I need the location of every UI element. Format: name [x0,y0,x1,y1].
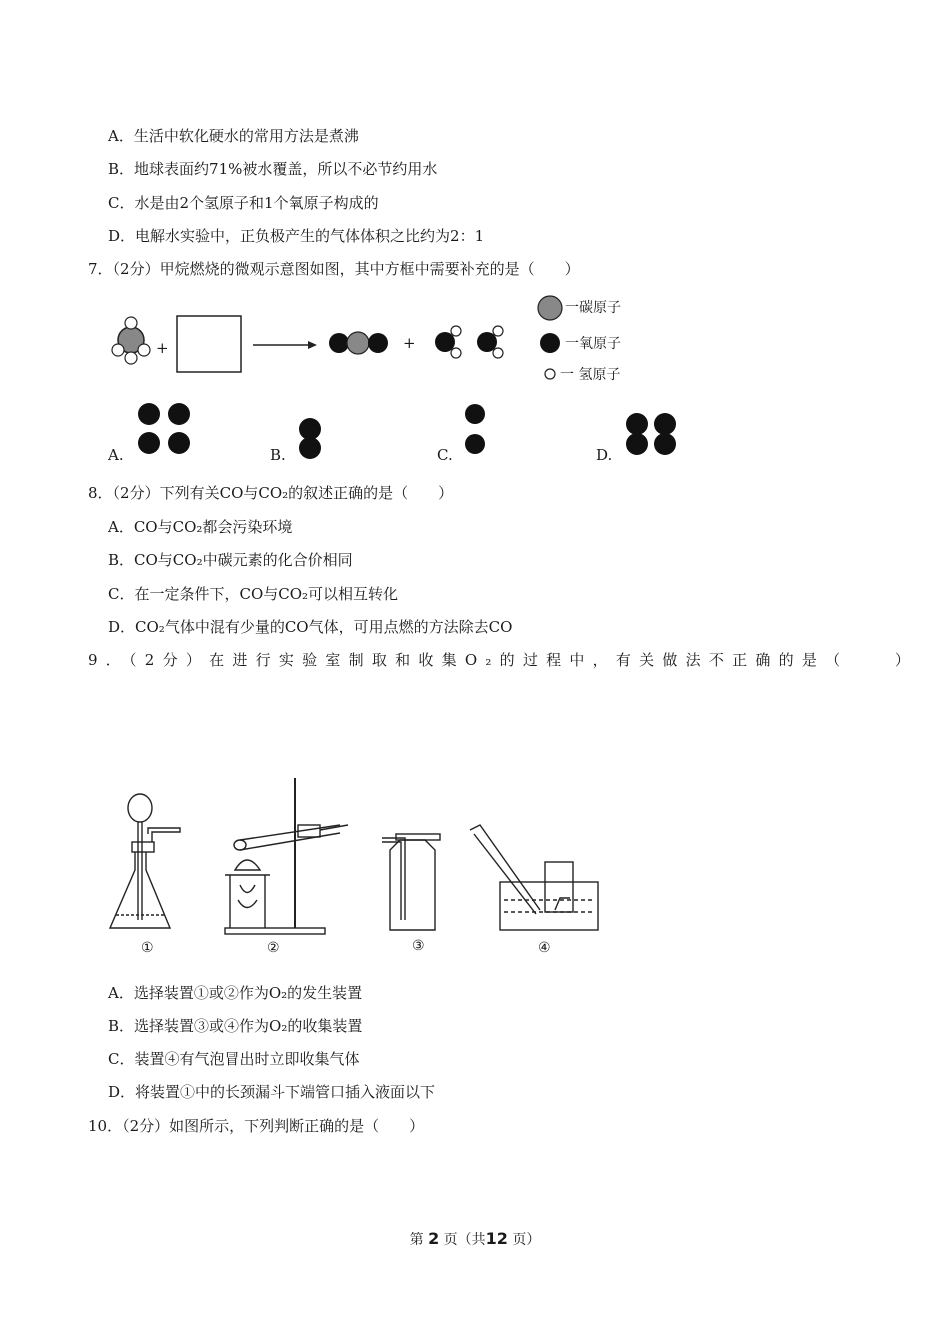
q6-option-a: A．生活中软化硬水的常用方法是煮沸 [108,127,359,145]
q8-option-a: A．CO与CO₂都会污染环境 [108,518,293,536]
q8-option-c: C．在一定条件下，CO与CO₂可以相互转化 [108,585,399,603]
apparatus-label-3: ③ [412,938,425,954]
lab-apparatus-diagram [100,770,620,940]
footer-total-pages: 12 [485,1229,508,1248]
water-molecule-1 [435,326,461,358]
q7-choice-c: C. [437,446,453,464]
q7-stem: 7．（2分）甲烷燃烧的微观示意图如图，其中方框中需要补充的是（ ） [88,260,580,278]
water-molecule-2 [477,326,503,358]
footer-page-number: 2 [428,1229,440,1248]
q9-option-c: C．装置④有气泡冒出时立即收集气体 [108,1050,360,1068]
apparatus-label-4: ④ [538,940,551,956]
apparatus-label-1: ① [141,940,154,956]
choice-d-molecules [626,413,676,455]
footer-suffix: 页） [512,1232,541,1248]
apparatus-4-water-trough [470,825,598,930]
apparatus-2-heating-setup [225,778,348,934]
apparatus-label-2: ② [267,940,280,956]
q9-stem: 9．（2分）在进行实验室制取和收集O₂的过程中，有关做法不正确的是（ ） [88,651,919,669]
q7-choice-a: A. [108,446,124,464]
q7-choice-b: B. [270,446,286,464]
blank-box [177,316,241,372]
methane-molecule [112,317,150,364]
footer-prefix: 第 [409,1232,424,1248]
q8-option-b: B．CO与CO₂中碳元素的化合价相同 [108,551,353,569]
reaction-plus-1: + [156,339,169,357]
legend-carbon: 一碳原子 [565,300,621,316]
footer-middle: 页（共 [443,1232,486,1248]
q8-option-d: D．CO₂气体中混有少量的CO气体，可用点燃的方法除去CO [108,618,513,636]
page-footer [0,1229,950,1249]
legend-oxygen: 一氧原子 [565,336,621,352]
q9-option-b: B．选择装置③或④作为O₂的收集装置 [108,1017,363,1035]
carbon-dioxide-molecule [329,332,388,354]
q7-choice-d: D. [596,446,613,464]
q9-option-d: D．将装置①中的长颈漏斗下端管口插入液面以下 [108,1083,436,1101]
q6-option-b: B．地球表面约71%被水覆盖，所以不必节约用水 [108,160,438,178]
apparatus-3-gas-bottle [382,834,440,930]
q10-stem: 10．（2分）如图所示，下列判断正确的是（ ） [88,1117,425,1135]
q6-option-c: C．水是由2个氢原子和1个氧原子构成的 [108,194,379,212]
reaction-plus-2: + [403,334,416,352]
q6-option-d: D．电解水实验中，正负极产生的气体体积之比约为2：1 [108,227,485,245]
legend-hydrogen: 一 氢原子 [560,367,621,383]
choice-c-molecule [465,404,485,454]
choice-a-molecules [138,403,190,454]
q9-option-a: A．选择装置①或②作为O₂的发生装置 [108,984,363,1002]
choice-b-molecule [299,418,321,459]
q8-stem: 8．（2分）下列有关CO与CO₂的叙述正确的是（ ） [88,484,454,502]
apparatus-1-flask [110,794,180,928]
